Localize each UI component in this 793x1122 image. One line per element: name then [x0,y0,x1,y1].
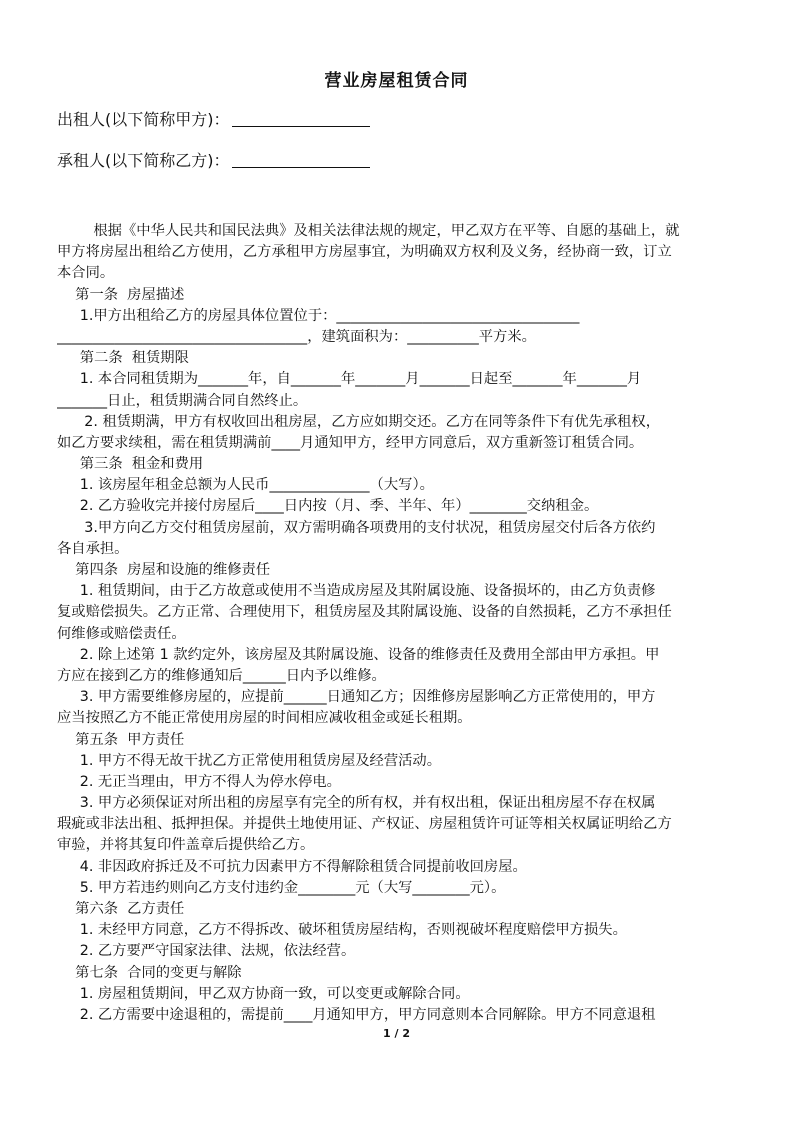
contract-line: 方应在接到乙方的维修通知后______日内予以维修。 [57,667,386,684]
contract-line: _______日止，租赁期满合同自然终止。 [57,392,308,409]
contract-line: 如乙方要求续租，需在租赁期满前____月通知甲方，经甲方同意后，双方重新签订租赁合同。 [57,434,644,451]
contract-line: 第七条 合同的变更与解除 [57,964,242,981]
contract-line: 第二条 租赁期限 [57,350,189,367]
contract-line: 复或赔偿损失。乙方正常、合理使用下，租赁房屋及其附属设施、设备的自然损耗，乙方不承担任 [57,604,672,621]
contract-line: 审验，并将其复印件盖章后提供给乙方。 [57,837,315,854]
contract-line: 第五条 甲方责任 [57,731,185,748]
contract-line: 甲方将房屋出租给乙方使用，乙方承租甲方房屋事宜，为明确双方权利及义务，经协商一致，订立 [57,244,672,261]
lessor-line [57,110,370,130]
contract-line: 1. 未经甲方同意，乙方不得拆改、破坏租赁房屋结构，否则视破坏程度赔偿甲方损失。 [57,922,627,939]
contract-line: 5. 甲方若违约则向乙方支付违约金________元（大写________元）。 [57,879,506,896]
lessee-label: 承租人(以下简称乙方)： [57,151,230,170]
page-number: 1 / 2 [383,1027,410,1040]
contract-line: 2. 乙方要严守国家法律、法规，依法经营。 [57,943,356,960]
contract-line: 1. 该房屋年租金总额为人民币______________（大写）。 [57,477,434,494]
contract-line: 1.甲方出租给乙方的房屋具体位置位于：__________________________________ [57,307,580,324]
contract-line: 1. 甲方不得无故干扰乙方正常使用租赁房屋及经营活动。 [57,752,442,769]
contract-line: 1. 租赁期间，由于乙方故意或使用不当造成房屋及其附属设施、设备损坏的，由乙方负责修 [57,583,656,600]
contract-line: 2. 无正当理由，甲方不得人为停水停电。 [57,773,341,790]
contract-line: 2. 租赁期满，甲方有权收回出租房屋，乙方应如期交还。乙方在同等条件下有优先承租权， [57,413,661,430]
contract-line: 3. 甲方必须保证对所出租的房屋享有完全的所有权，并有权出租，保证出租房屋不存在权属 [57,795,656,812]
contract-line: 瑕疵或非法出租、抵押担保。并提供土地使用证、产权证、房屋租赁许可证等相关权属证明给乙方 [57,816,672,833]
contract-line: 2. 乙方验收完并接付房屋后____日内按（月、季、半年、年）________交纳租金。 [57,498,599,515]
contract-body [57,221,739,1026]
lessor-blank [232,110,370,127]
contract-line: 本合同。 [57,265,115,282]
contract-line: 1. 本合同租赁期为_______年，自_______年_______月_______日起至_______年_______月 [57,371,642,388]
contract-line: 3.甲方向乙方交付租赁房屋前，双方需明确各项费用的支付状况，租赁房屋交付后各方依约 [57,519,656,536]
contract-line: 1. 房屋租赁期间，甲乙双方协商一致，可以变更或解除合同。 [57,985,470,1002]
contract-line: 第一条 房屋描述 [57,286,185,303]
lessee-blank [232,151,370,168]
contract-line: 第四条 房屋和设施的维修责任 [57,562,271,578]
contract-line: 第六条 乙方责任 [57,901,185,917]
contract-line: 根据《中华人民共和国民法典》及相关法律法规的规定，甲乙双方在平等、自愿的基础上，就 [57,223,680,239]
contract-line: ___________________________________，建筑面积为：__________平方米。 [57,328,536,345]
contract-line: 各自承担。 [57,540,129,557]
contract-line: 4. 非因政府拆迁及不可抗力因素甲方不得解除租赁合同提前收回房屋。 [57,858,527,875]
lessee-line [57,151,370,171]
contract-line: 2. 乙方需要中途退租的，需提前____月通知甲方，甲方同意则本合同解除。甲方不同意退租 [57,1006,656,1023]
contract-line: 2. 除上述第 1 款约定外，该房屋及其附属设施、设备的维修责任及费用全部由甲方承担。甲 [57,646,660,663]
contract-line: 3. 甲方需要维修房屋的，应提前______日通知乙方；因维修房屋影响乙方正常使用的，甲方 [57,689,656,706]
document-title: 营业房屋租赁合同 [324,71,469,91]
lessor-label: 出租人(以下简称甲方)： [57,110,230,129]
contract-line: 何维修或赔偿责任。 [57,625,186,642]
contract-line: 应当按照乙方不能正常使用房屋的时间相应减收租金或延长租期。 [57,710,472,727]
contract-line: 第三条 租金和费用 [57,456,204,473]
